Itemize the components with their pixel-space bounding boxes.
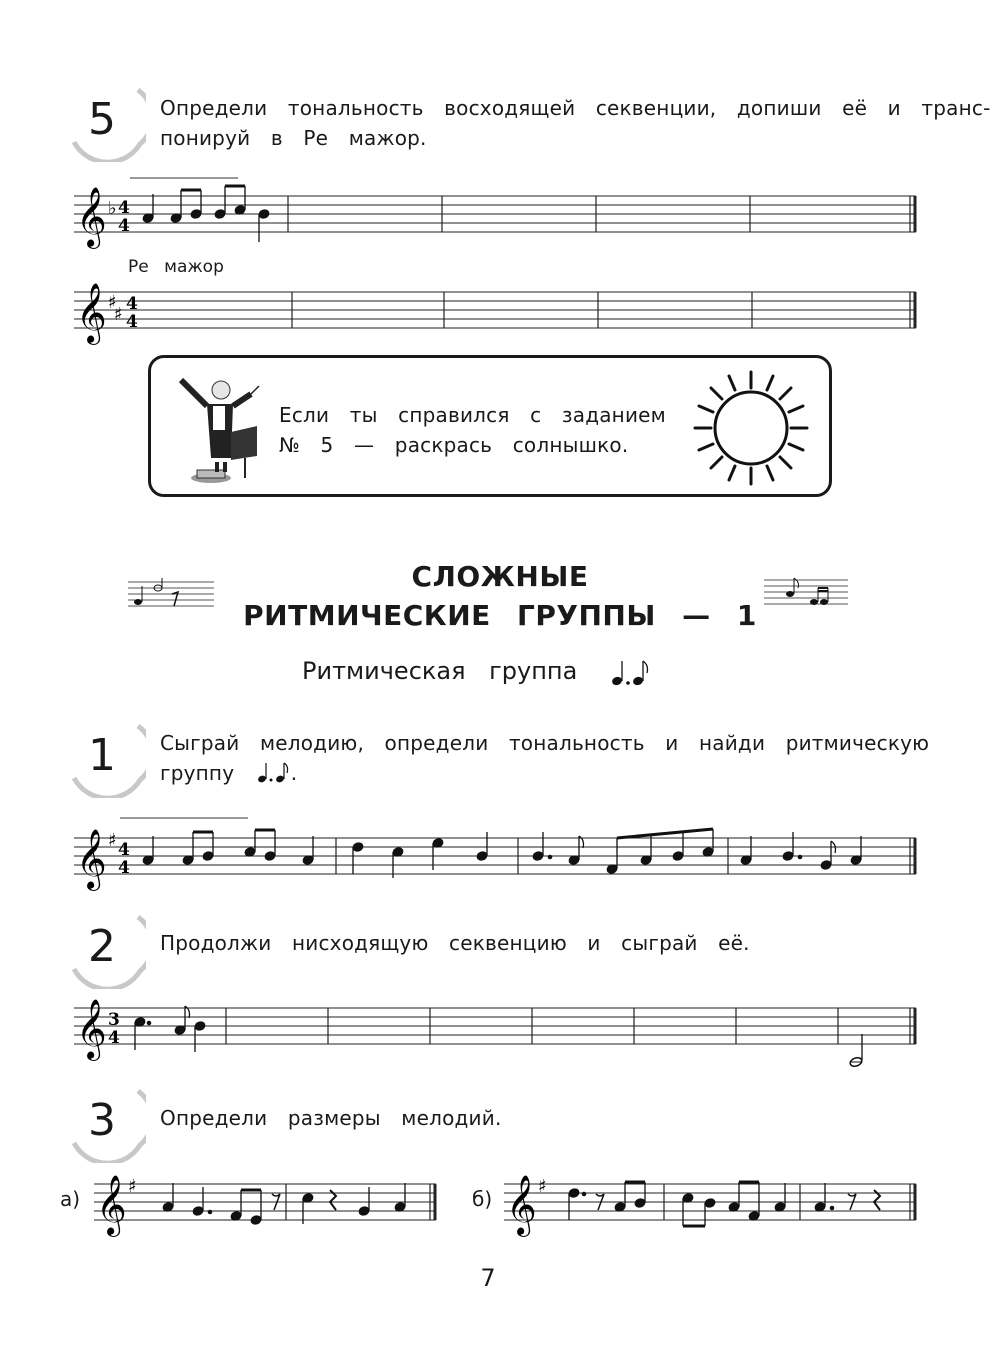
svg-text:4: 4 <box>108 1028 120 1048</box>
treble-clef-icon: 𝄞 <box>96 1175 127 1235</box>
time-signature-icon: 4 <box>118 198 130 218</box>
task-5-instruction-line-2: понируй в Ре мажор. <box>160 126 427 150</box>
task-2-number-badge <box>70 913 146 989</box>
treble-clef-icon: 𝄞 <box>76 829 107 889</box>
section-title-line-1: СЛОЖНЫЕ <box>411 560 589 593</box>
page-number: 7 <box>480 1264 496 1292</box>
subtitle-text: Ритмическая группа <box>302 657 578 685</box>
task-3-instruction: Определи размеры мелодий. <box>160 1106 502 1130</box>
svg-text:4: 4 <box>118 216 130 236</box>
flat-sign-icon: ♭ <box>108 198 117 219</box>
note-head <box>258 209 270 220</box>
task-2-instruction: Продолжи нисходящую секвенцию и сыграй её. <box>160 931 750 955</box>
staff-task-5-melody <box>74 172 924 262</box>
time-signature-icon: 3 <box>108 1010 120 1030</box>
dotted-quarter-eighth-rhythm-icon <box>255 760 291 784</box>
sharp-sign-icon: ♯ <box>538 1176 547 1197</box>
task-2-number: 2 <box>88 921 116 972</box>
task-1-number: 1 <box>88 730 116 781</box>
svg-text:4: 4 <box>118 858 130 878</box>
callout-line-2: № 5 — раскрась солнышко. <box>279 433 629 457</box>
section-subtitle <box>302 657 649 687</box>
task-1-instruction-line-1: Сыграй мелодию, определи тональность и найди ритмическую <box>160 731 930 755</box>
dotted-quarter-eighth-rhythm-icon <box>609 657 649 687</box>
treble-clef-icon: 𝄞 <box>76 283 107 343</box>
melody-b-label: б) <box>472 1187 493 1211</box>
time-signature-icon: 4 <box>118 840 130 860</box>
decorative-staff-right-icon <box>764 576 854 616</box>
staff-task-3-melody-b <box>504 1170 924 1250</box>
task-1-instruction-line-2 <box>160 757 297 789</box>
melody-a-label: а) <box>60 1187 81 1211</box>
treble-clef-icon: 𝄞 <box>76 999 107 1059</box>
staff-task-5-transposition <box>74 274 924 354</box>
section-title-line-2: РИТМИЧЕСКИЕ ГРУППЫ — 1 <box>243 599 757 632</box>
task-1-line-2-text: группу <box>160 761 235 785</box>
staff-task-1-melody <box>74 812 924 902</box>
task-5-instruction-line-1: Определи тональность восходящей секвенции, допиши её и транс- <box>160 96 991 120</box>
svg-text:4: 4 <box>126 312 138 332</box>
callout-line-1: Если ты справился с заданием <box>279 403 666 427</box>
sharp-sign-icon: ♯ <box>108 830 117 851</box>
task-5-number-badge <box>70 86 146 162</box>
task-1-number-badge <box>70 722 146 798</box>
task-1-line-2-period: . <box>290 761 298 785</box>
treble-clef-icon: 𝄞 <box>76 187 107 247</box>
task-5-number: 5 <box>88 94 116 145</box>
staff-task-3-melody-a <box>94 1170 444 1250</box>
sharp-sign-icon: ♯ <box>108 292 117 313</box>
conductor-illustration-icon <box>171 374 261 484</box>
task-3-number: 3 <box>88 1095 116 1146</box>
staff-task-2-sequence <box>74 996 924 1076</box>
note-head <box>190 209 202 220</box>
note-head <box>214 209 226 220</box>
sun-icon[interactable] <box>691 368 811 488</box>
sharp-sign-icon: ♯ <box>128 1176 137 1197</box>
sharp-sign-icon: ♯ <box>114 304 123 325</box>
treble-clef-icon: 𝄞 <box>506 1175 537 1235</box>
callout-box <box>148 355 832 497</box>
key-label-re-major: Ре мажор <box>128 257 224 277</box>
task-3-number-badge <box>70 1087 146 1163</box>
time-signature-icon: 4 <box>126 294 138 314</box>
